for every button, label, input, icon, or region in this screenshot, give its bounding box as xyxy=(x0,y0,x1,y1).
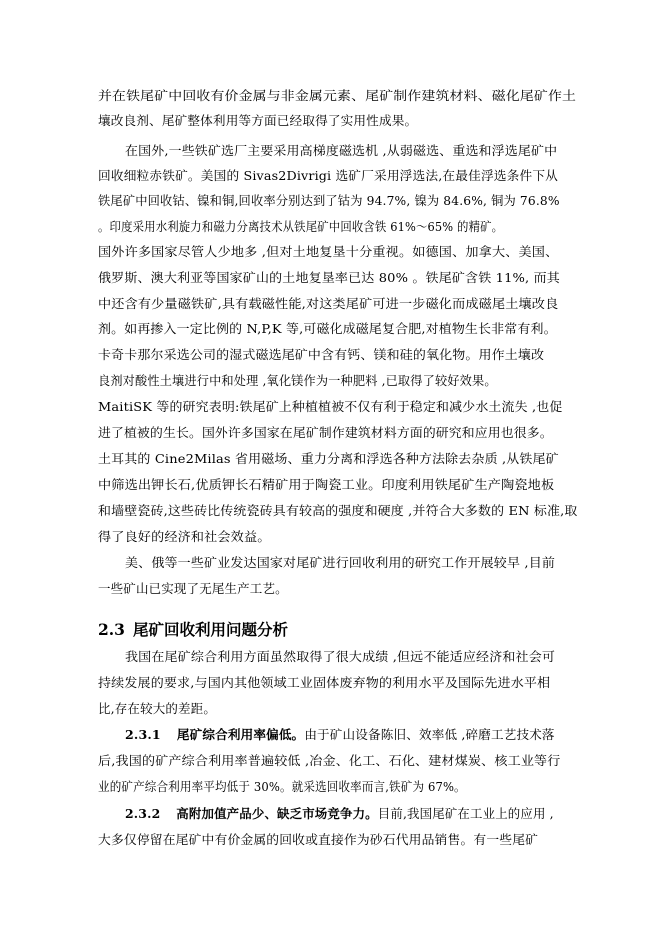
section-heading xyxy=(98,618,288,640)
text-line: 剂。如再掺入一定比例的 N,P,K 等,可磁化成磁尾复合肥,对植物生长非常有利。 xyxy=(98,321,557,336)
text-line: 中还含有少量磁铁矿,具有载磁性能,对这类尾矿可进一步磁化而成磁尾土壤改良 xyxy=(98,296,559,311)
subsection-number: 2.3.2 xyxy=(125,806,161,821)
subsection-2-3-1 xyxy=(125,727,555,743)
text-line: 。印度采用水利旋力和磁力分离技术从铁尾矿中回收含铁 61%～65% 的精矿。 xyxy=(98,219,504,234)
text-line: 一些矿山已实现了无尾生产工艺。 xyxy=(98,581,288,596)
text-line: 壤改良剂、尾矿整体利用等方面已经取得了实用性成果。 xyxy=(98,113,418,128)
text-line: 卡奇卡那尔采选公司的湿式磁选尾矿中含有钙、镁和硅的氧化物。用作土壤改 xyxy=(98,347,545,362)
text-line: 业的矿产综合利用率平均低于 30%。就采选回收率而言,铁矿为 67%。 xyxy=(98,779,466,794)
text-line: 持续发展的要求,与国内其他领域工业固体废弃物的利用水平及国际先进水平相 xyxy=(98,675,551,690)
text-line: 良剂对酸性土壤进行中和处理 ,氧化镁作为一种肥料 ,已取得了较好效果。 xyxy=(98,373,497,388)
text-line: 俄罗斯、澳大利亚等国家矿山的土地复垦率已达 80% 。铁尾矿含铁 11%, 而其 xyxy=(98,270,560,285)
subsection-title: 尾矿综合利用率偏低。 xyxy=(176,727,305,742)
text-line: 后,我国的矿产综合利用率普遍较低 ,冶金、化工、石化、建材煤炭、核工业等行 xyxy=(98,753,561,768)
section-number: 2.3 xyxy=(98,620,125,639)
text-line: 我国在尾矿综合利用方面虽然取得了很大成绩 ,但远不能适应经济和社会可 xyxy=(125,649,556,664)
subsection-number: 2.3.1 xyxy=(125,727,161,742)
text-line: 大多仅停留在尾矿中有价金属的回收或直接作为砂石代用品销售。有一些尾矿 xyxy=(98,832,539,847)
text-line: 并在铁尾矿中回收有价金属与非金属元素、尾矿制作建筑材料、磁化尾矿作土 xyxy=(98,88,577,103)
text-line: 比,存在较大的差距。 xyxy=(98,701,216,716)
text-line: 土耳其的 Cine2Milas 省用磁场、重力分离和浮选各种方法除去杂质 ,从铁尾矿 xyxy=(98,451,559,466)
text-line: 在国外,一些铁矿选厂主要采用高梯度磁选机 ,从弱磁选、重选和浮选尾矿中 xyxy=(125,143,558,158)
text-line: 进了植被的生长。国外许多国家在尾矿制作建筑材料方面的研究和应用也很多。 xyxy=(98,425,553,440)
text-line: 国外许多国家尽管人少地多 ,但对土地复垦十分重视。如德国、加拿大、美国、 xyxy=(98,244,559,259)
text-line: MaitiSK 等的研究表明:铁尾矿上种植植被不仅有利于稳定和减少水土流失 ,也促 xyxy=(98,399,563,414)
subsection-2-3-2 xyxy=(125,806,554,822)
subsection-text: 由于矿山设备陈旧、效率低 ,碎磨工艺技术落 xyxy=(304,727,555,742)
subsection-text: 目前,我国尾矿在工业上的应用 , xyxy=(377,806,554,821)
text-line: 回收细粒赤铁矿。美国的 Sivas2Divrigi 选矿厂采用浮选法,在最佳浮选条件下从 xyxy=(98,168,559,183)
text-line: 美、俄等一些矿业发达国家对尾矿进行回收利用的研究工作开展较早 ,目前 xyxy=(125,555,556,570)
text-line: 铁尾矿中回收钴、镍和铜,回收率分别达到了钴为 94.7%, 镍为 84.6%, 铜为 76.8% xyxy=(98,193,560,208)
subsection-title: 高附加值产品少、缺乏市场竞争力。 xyxy=(176,806,378,821)
section-title: 尾矿回收利用问题分析 xyxy=(132,620,288,639)
text-line: 中筛选出钾长石,优质钾长石精矿用于陶瓷工业。印度利用铁尾矿生产陶瓷地板 xyxy=(98,477,555,492)
text-line: 得了良好的经济和社会效益。 xyxy=(98,529,271,544)
text-line: 和墙壁瓷砖,这些砖比传统瓷砖具有较高的强度和硬度 ,并符合大多数的 EN 标准,取 xyxy=(98,503,578,518)
